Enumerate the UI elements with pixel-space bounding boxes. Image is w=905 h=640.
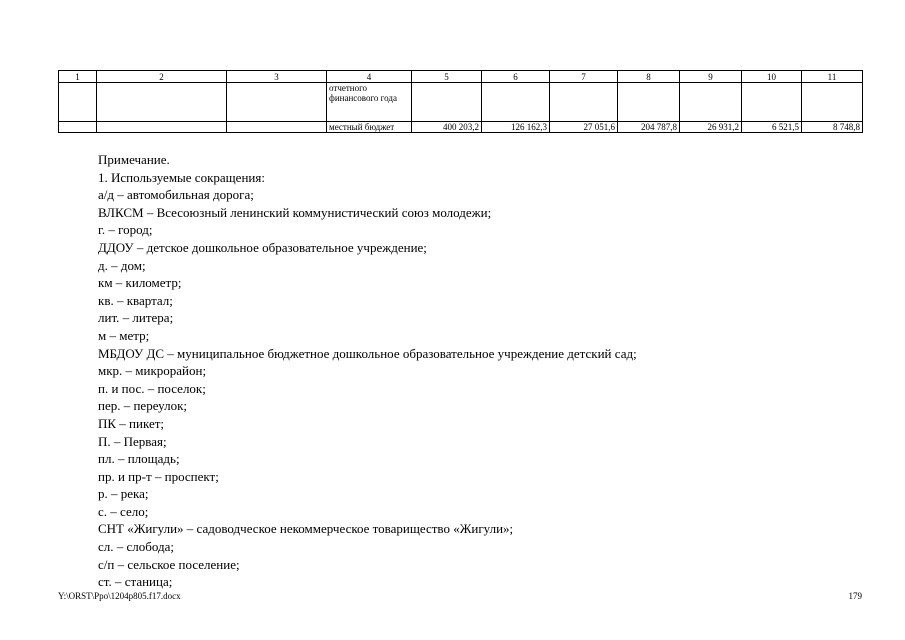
- table-header-row: [59, 71, 863, 83]
- abbreviation-item: мкр. – микрорайон;: [98, 363, 207, 379]
- table-cell: [550, 83, 618, 122]
- column-header: 7: [550, 71, 618, 83]
- page-number: 179: [848, 591, 862, 601]
- column-header: 1: [59, 71, 97, 83]
- abbreviation-item: СНТ «Жигули» – садоводческое некоммерческое товарищество «Жигули»;: [98, 521, 514, 537]
- budget-table: [58, 70, 863, 133]
- table-cell: [482, 83, 550, 122]
- column-header: 9: [680, 71, 742, 83]
- abbreviation-item: лит. – литера;: [98, 310, 174, 326]
- table-cell: [97, 83, 227, 122]
- table-cell-value: 27 051,6: [550, 122, 618, 133]
- table-cell: [618, 83, 680, 122]
- column-header: 11: [802, 71, 863, 83]
- column-header: 10: [742, 71, 802, 83]
- abbreviation-item: д. – дом;: [98, 257, 146, 273]
- abbreviation-item: ПК – пикет;: [98, 415, 165, 431]
- table-cell-value: 6 521,5: [742, 122, 802, 133]
- abbreviation-item: с. – село;: [98, 503, 149, 519]
- table-cell-description: местный бюджет: [327, 122, 412, 133]
- abbreviation-item: км – километр;: [98, 275, 182, 291]
- table-cell: [97, 122, 227, 133]
- column-header: 8: [618, 71, 680, 83]
- abbreviation-item: ДДОУ – детское дошкольное образовательное учреждение;: [98, 239, 427, 255]
- abbreviation-item: МБДОУ ДС – муниципальное бюджетное дошкольное образовательное учреждение детский сад;: [98, 345, 637, 361]
- abbreviation-item: пл. – площадь;: [98, 451, 180, 467]
- table-cell: [412, 83, 482, 122]
- abbreviation-item: ВЛКСМ – Всесоюзный ленинский коммунистический союз молодежи;: [98, 204, 492, 220]
- table-cell-description: отчетного финансового года: [327, 83, 412, 122]
- abbreviation-item: ст. – станица;: [98, 574, 173, 590]
- abbreviation-item: м – метр;: [98, 327, 150, 343]
- table-cell: [680, 83, 742, 122]
- abbreviation-item: П. – Первая;: [98, 433, 167, 449]
- abbreviation-item: р. – река;: [98, 486, 149, 502]
- abbreviation-item: пр. и пр-т – проспект;: [98, 468, 219, 484]
- table-cell-value: 126 162,3: [482, 122, 550, 133]
- table-cell: [59, 83, 97, 122]
- footer-file-path: Y:\ORST\Ppo\1204p805.f17.docx: [58, 591, 181, 601]
- abbreviation-item: а/д – автомобильная дорога;: [98, 187, 254, 203]
- abbreviation-item: г. – город;: [98, 222, 153, 238]
- column-header: 6: [482, 71, 550, 83]
- column-header: 3: [227, 71, 327, 83]
- table-cell: [227, 122, 327, 133]
- table-cell-value: 400 203,2: [412, 122, 482, 133]
- table-cell-value: 204 787,8: [618, 122, 680, 133]
- abbreviation-item: п. и пос. – поселок;: [98, 380, 206, 396]
- table-cell: [59, 122, 97, 133]
- table-cell: [742, 83, 802, 122]
- notes-title: Примечание.: [98, 152, 170, 167]
- column-header: 2: [97, 71, 227, 83]
- column-header: 4: [327, 71, 412, 83]
- column-header: 5: [412, 71, 482, 83]
- table-row: [59, 122, 863, 133]
- abbreviation-item: с/п – сельское поселение;: [98, 556, 240, 572]
- notes-intro: 1. Используемые сокращения:: [98, 169, 265, 185]
- abbreviation-item: сл. – слобода;: [98, 539, 175, 555]
- abbreviation-item: пер. – переулок;: [98, 398, 187, 414]
- table-row: [59, 83, 863, 122]
- table-cell-value: 26 931,2: [680, 122, 742, 133]
- abbreviation-item: кв. – квартал;: [98, 292, 173, 308]
- table-cell: [802, 83, 863, 122]
- table-cell-value: 8 748,8: [802, 122, 863, 133]
- notes-section: [98, 151, 858, 591]
- table-cell: [227, 83, 327, 122]
